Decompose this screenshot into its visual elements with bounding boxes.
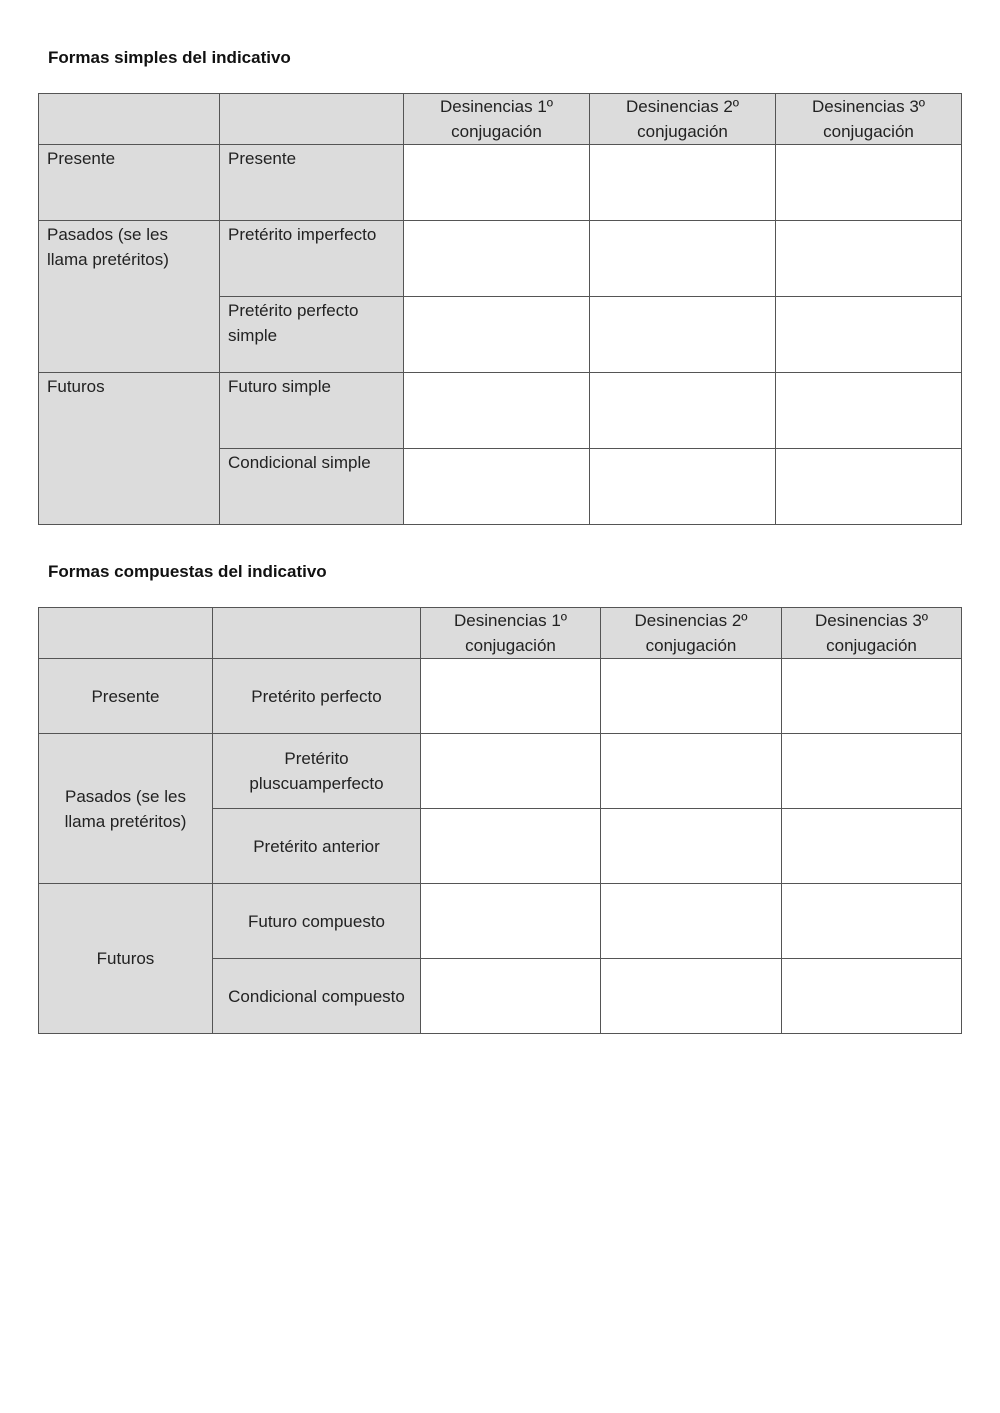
table-row <box>39 659 962 734</box>
answer-cell[interactable] <box>421 959 601 1034</box>
answer-cell[interactable] <box>404 373 590 449</box>
header-group-cell <box>39 608 213 659</box>
header-desinencias-1: Desinencias 1º conjugación <box>421 608 601 659</box>
answer-cell[interactable] <box>601 734 782 809</box>
header-desinencias-3: Desinencias 3º conjugación <box>782 608 962 659</box>
header-desinencias-2: Desinencias 2º conjugación <box>601 608 782 659</box>
tense-cell: Pretérito perfecto simple <box>220 297 404 373</box>
answer-cell[interactable] <box>421 734 601 809</box>
answer-cell[interactable] <box>776 373 962 449</box>
tense-cell: Presente <box>220 145 404 221</box>
answer-cell[interactable] <box>776 449 962 525</box>
tense-cell: Condicional simple <box>220 449 404 525</box>
table-row <box>39 884 962 959</box>
answer-cell[interactable] <box>601 659 782 734</box>
header-tense-cell <box>213 608 421 659</box>
header-desinencias-2: Desinencias 2º conjugación <box>590 94 776 145</box>
answer-cell[interactable] <box>421 884 601 959</box>
answer-cell[interactable] <box>601 809 782 884</box>
answer-cell[interactable] <box>782 884 962 959</box>
answer-cell[interactable] <box>590 297 776 373</box>
answer-cell[interactable] <box>776 221 962 297</box>
section-title-compound: Formas compuestas del indicativo <box>48 562 327 581</box>
tense-cell: Pretérito anterior <box>213 809 421 884</box>
tense-cell: Futuro simple <box>220 373 404 449</box>
answer-cell[interactable] <box>404 221 590 297</box>
header-desinencias-3: Desinencias 3º conjugación <box>776 94 962 145</box>
answer-cell[interactable] <box>601 884 782 959</box>
group-cell-pasados: Pasados (se les llama pretéritos) <box>39 221 220 373</box>
group-cell-presente: Presente <box>39 145 220 221</box>
header-group-cell <box>39 94 220 145</box>
section-title-simple: Formas simples del indicativo <box>48 48 291 67</box>
answer-cell[interactable] <box>404 449 590 525</box>
table-row <box>39 221 962 297</box>
answer-cell[interactable] <box>421 809 601 884</box>
group-cell-futuros: Futuros <box>39 884 213 1034</box>
header-desinencias-1: Desinencias 1º conjugación <box>404 94 590 145</box>
header-tense-cell <box>220 94 404 145</box>
tense-cell: Futuro compuesto <box>213 884 421 959</box>
answer-cell[interactable] <box>590 449 776 525</box>
answer-cell[interactable] <box>421 659 601 734</box>
table-row <box>39 373 962 449</box>
answer-cell[interactable] <box>782 809 962 884</box>
tense-cell: Pretérito perfecto <box>213 659 421 734</box>
tense-cell: Condicional compuesto <box>213 959 421 1034</box>
table-compound-forms <box>38 607 962 1034</box>
answer-cell[interactable] <box>782 959 962 1034</box>
tense-cell: Pretérito pluscuamperfecto <box>213 734 421 809</box>
answer-cell[interactable] <box>776 297 962 373</box>
answer-cell[interactable] <box>404 297 590 373</box>
answer-cell[interactable] <box>782 734 962 809</box>
table-header-row <box>39 608 962 659</box>
group-cell-futuros: Futuros <box>39 373 220 525</box>
tense-cell: Pretérito imperfecto <box>220 221 404 297</box>
answer-cell[interactable] <box>590 145 776 221</box>
answer-cell[interactable] <box>590 221 776 297</box>
answer-cell[interactable] <box>776 145 962 221</box>
table-simple-forms <box>38 93 962 525</box>
answer-cell[interactable] <box>590 373 776 449</box>
table-row <box>39 734 962 809</box>
table-header-row <box>39 94 962 145</box>
answer-cell[interactable] <box>601 959 782 1034</box>
group-cell-pasados: Pasados (se les llama pretéritos) <box>39 734 213 884</box>
group-cell-presente: Presente <box>39 659 213 734</box>
answer-cell[interactable] <box>782 659 962 734</box>
answer-cell[interactable] <box>404 145 590 221</box>
table-row <box>39 145 962 221</box>
